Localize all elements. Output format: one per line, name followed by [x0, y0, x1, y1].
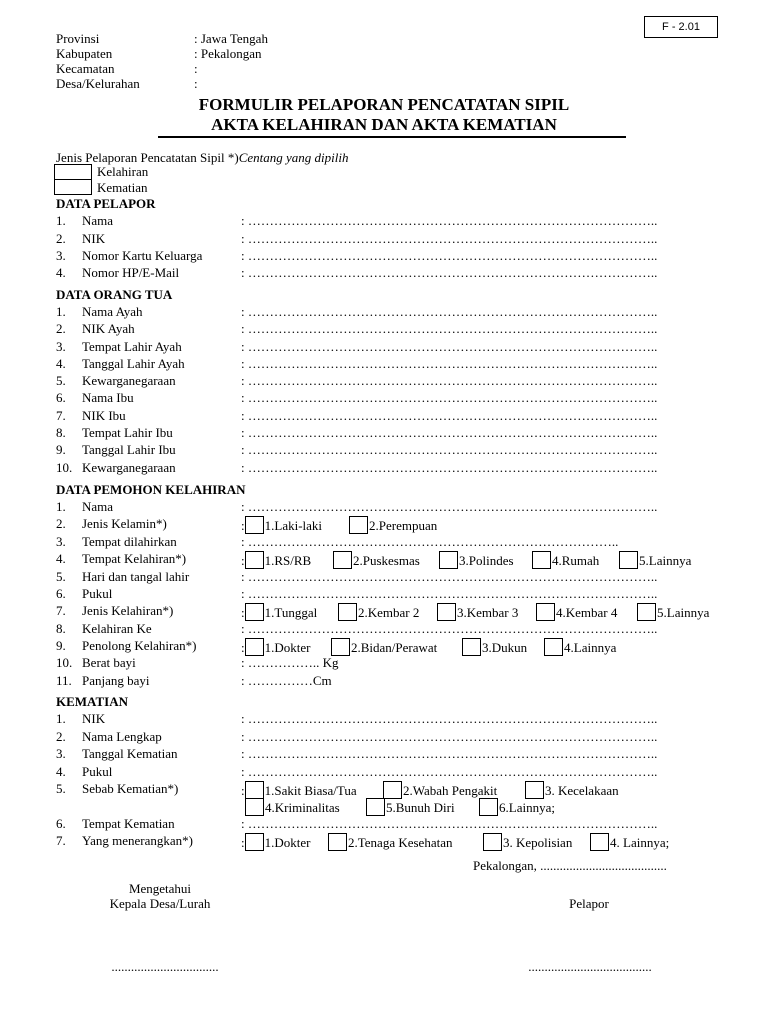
header-provinsi-value: : Jawa Tengah	[194, 31, 268, 46]
field-hp-email[interactable]: : …………………………………………………………………………………..	[241, 265, 658, 280]
section-data-pelapor: DATA PELAPOR	[56, 196, 156, 211]
field-pukul-lahir[interactable]: : …………………………………………………………………………………..	[241, 586, 658, 601]
checkbox[interactable]	[349, 516, 368, 534]
field-nama-ayah[interactable]: : …………………………………………………………………………………..	[241, 304, 658, 319]
checkbox[interactable]	[245, 781, 264, 799]
header-provinsi-label: Provinsi	[56, 31, 100, 46]
jenis-pelaporan-label: Jenis Pelaporan Pencatatan Sipil *)Centang yang dipilih	[56, 150, 349, 165]
checkbox[interactable]	[437, 603, 456, 621]
checkbox[interactable]	[245, 638, 264, 656]
checkbox[interactable]	[590, 833, 609, 851]
field-kewarganegaraan-ayah[interactable]: : …………………………………………………………………………………..	[241, 373, 658, 388]
title-underline	[158, 136, 626, 138]
field-tanggal-lahir-ayah[interactable]: : …………………………………………………………………………………..	[241, 356, 658, 371]
header-kecamatan-label: Kecamatan	[56, 61, 115, 76]
kelahiran-label: Kelahiran	[97, 164, 149, 179]
checkbox[interactable]	[439, 551, 458, 569]
field-berat-bayi[interactable]: : …………….. Kg	[241, 655, 339, 670]
kelahiran-checkbox[interactable]	[54, 164, 92, 180]
checkbox[interactable]	[536, 603, 555, 621]
field-nama-lengkap-jenazah[interactable]: : …………………………………………………………………………………..	[241, 729, 658, 744]
field-tempat-lahir-ayah[interactable]: : …………………………………………………………………………………..	[241, 339, 658, 354]
place-date: Pekalongan, .......................................	[473, 858, 667, 873]
signature-left-line[interactable]: .................................	[111, 959, 219, 974]
field-hari-tanggal-lahir[interactable]: : …………………………………………………………………………………..	[241, 569, 658, 584]
kematian-checkbox[interactable]	[54, 179, 92, 195]
form-title-line2: AKTA KELAHIRAN DAN AKTA KEMATIAN	[211, 115, 557, 134]
header-desa-label: Desa/Kelurahan	[56, 76, 140, 91]
checkbox[interactable]	[245, 603, 264, 621]
field-nama-bayi[interactable]: : …………………………………………………………………………………..	[241, 499, 658, 514]
checkbox[interactable]	[619, 551, 638, 569]
field-nama-ibu[interactable]: : …………………………………………………………………………………..	[241, 390, 658, 405]
checkbox[interactable]	[245, 516, 264, 534]
signature-left-line2: Kepala Desa/Lurah	[109, 896, 211, 911]
checkbox[interactable]	[532, 551, 551, 569]
checkbox[interactable]	[462, 638, 481, 656]
header-kabupaten-value: : Pekalongan	[194, 46, 262, 61]
field-nik-pelapor[interactable]: : …………………………………………………………………………………..	[241, 231, 658, 246]
checkbox[interactable]	[366, 798, 385, 816]
field-pukul-kematian[interactable]: : …………………………………………………………………………………..	[241, 764, 658, 779]
checkbox[interactable]	[331, 638, 350, 656]
section-data-pemohon: DATA PEMOHON KELAHIRAN	[56, 482, 246, 497]
kematian-label: Kematian	[97, 180, 148, 195]
checkbox[interactable]	[483, 833, 502, 851]
field-tempat-lahir-ibu[interactable]: : …………………………………………………………………………………..	[241, 425, 658, 440]
header-kecamatan-value: :	[194, 61, 198, 76]
checkbox[interactable]	[383, 781, 402, 799]
field-tanggal-lahir-ibu[interactable]: : …………………………………………………………………………………..	[241, 442, 658, 457]
checkbox[interactable]	[479, 798, 498, 816]
field-kewarganegaraan-ibu[interactable]: : …………………………………………………………………………………..	[241, 460, 658, 475]
checkbox[interactable]	[544, 638, 563, 656]
field-nik-ibu[interactable]: : …………………………………………………………………………………..	[241, 408, 658, 423]
checkbox[interactable]	[525, 781, 544, 799]
checkbox[interactable]	[245, 798, 264, 816]
field-nik-ayah[interactable]: : …………………………………………………………………………………..	[241, 321, 658, 336]
field-kelahiran-ke[interactable]: : …………………………………………………………………………………..	[241, 621, 658, 636]
signature-left-line1: Mengetahui	[128, 881, 192, 896]
field-nama-pelapor[interactable]: : …………………………………………………………………………………..	[241, 213, 658, 228]
checkbox[interactable]	[245, 551, 264, 569]
section-data-orang-tua: DATA ORANG TUA	[56, 287, 173, 302]
field-tanggal-kematian[interactable]: : …………………………………………………………………………………..	[241, 746, 658, 761]
field-nik-jenazah[interactable]: : …………………………………………………………………………………..	[241, 711, 658, 726]
form-title-line1: FORMULIR PELAPORAN PENCATATAN SIPIL	[198, 95, 570, 114]
signature-right-line[interactable]: ......................................	[528, 959, 652, 974]
checkbox[interactable]	[637, 603, 656, 621]
checkbox[interactable]	[338, 603, 357, 621]
signature-right-label: Pelapor	[569, 896, 609, 911]
checkbox[interactable]	[245, 833, 264, 851]
checkbox[interactable]	[328, 833, 347, 851]
form-code: F - 2.01	[644, 16, 718, 38]
field-nomor-kk[interactable]: : …………………………………………………………………………………..	[241, 248, 658, 263]
header-desa-value: :	[194, 76, 198, 91]
checkbox[interactable]	[333, 551, 352, 569]
header-kabupaten-label: Kabupaten	[56, 46, 113, 61]
field-tempat-dilahirkan[interactable]: : …………………………………………………………………………..	[241, 534, 619, 549]
field-panjang-bayi[interactable]: : ……………Cm	[241, 673, 332, 688]
field-tempat-kematian[interactable]: : …………………………………………………………………………………..	[241, 816, 658, 831]
section-kematian: KEMATIAN	[56, 694, 128, 709]
